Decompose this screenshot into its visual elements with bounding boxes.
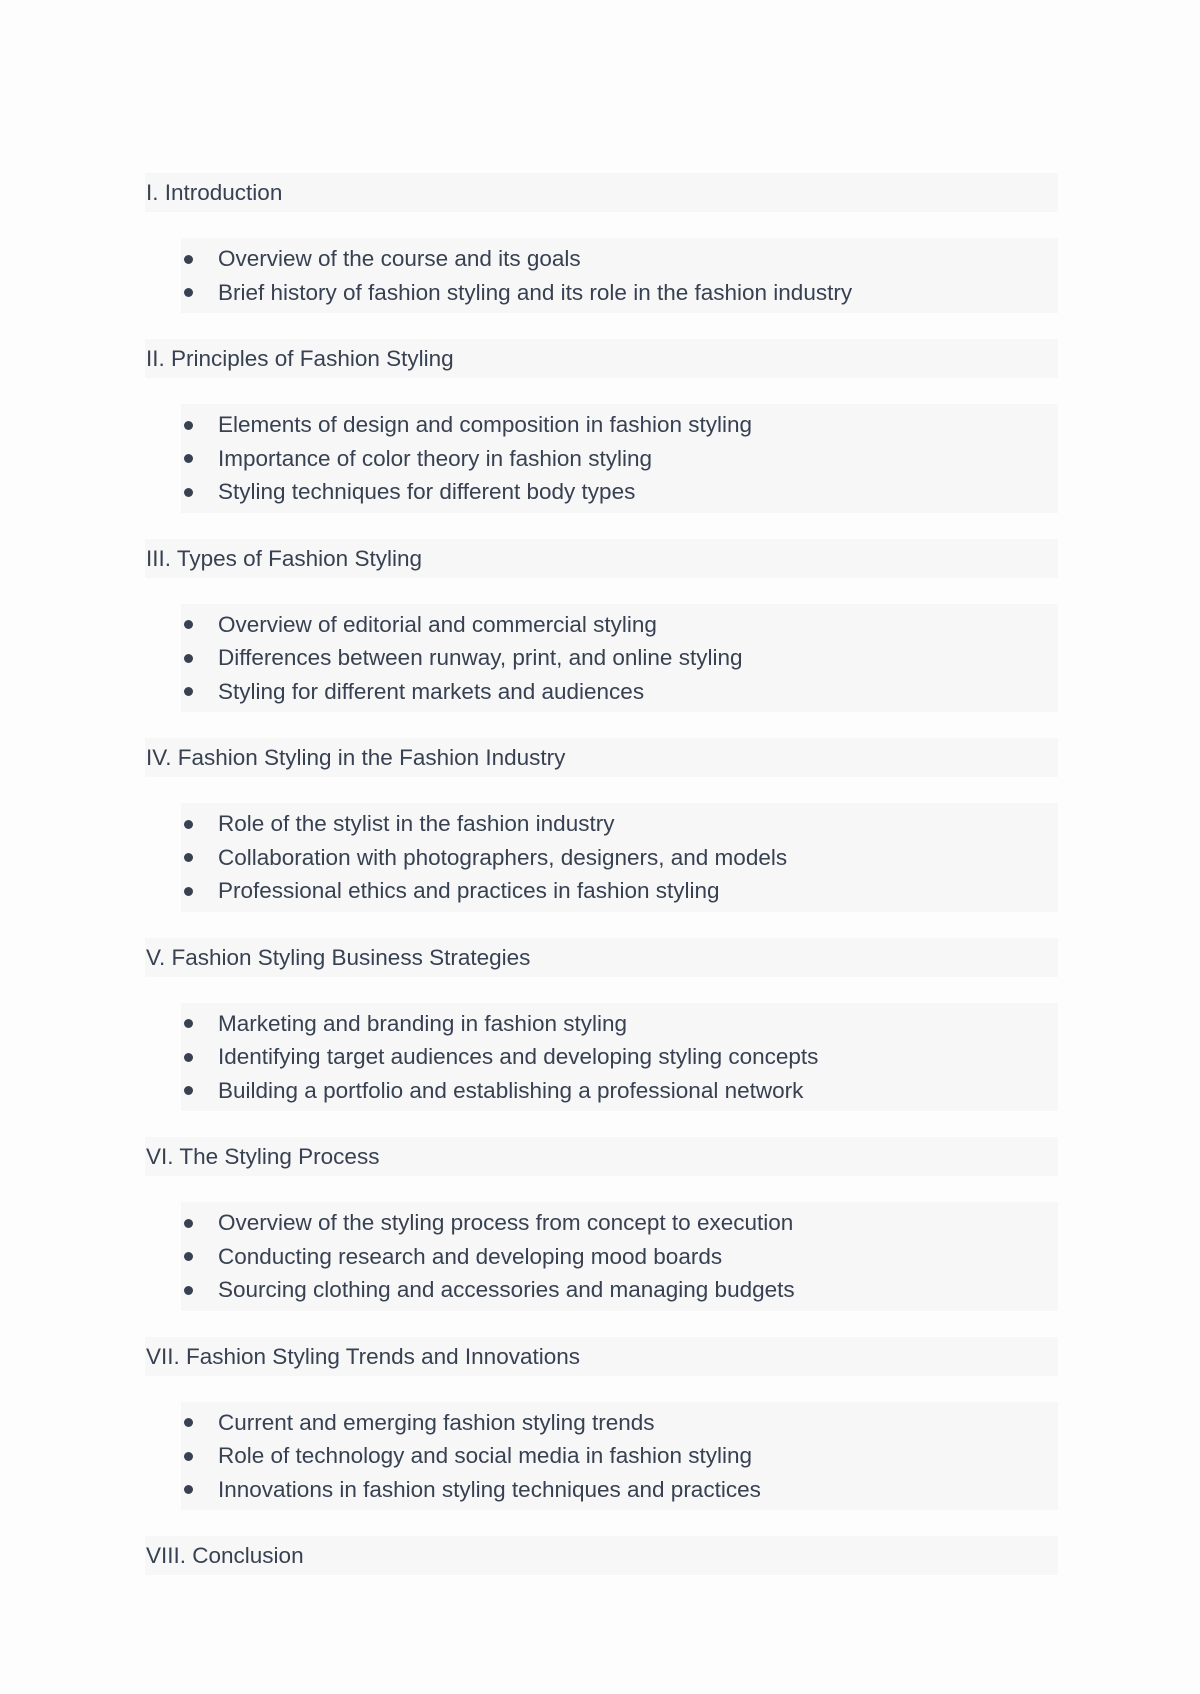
bullet-icon xyxy=(184,488,193,497)
list-item-text: Professional ethics and practices in fashion styling xyxy=(218,878,720,903)
bullet-list xyxy=(181,604,1058,713)
bullet-icon xyxy=(184,421,193,430)
list-item xyxy=(181,841,1058,875)
list-item-text: Elements of design and composition in fashion styling xyxy=(218,412,753,437)
list-item xyxy=(181,1406,1058,1440)
bullet-icon xyxy=(184,853,193,862)
list-item-text: Importance of color theory in fashion styling xyxy=(218,445,652,471)
bullet-icon xyxy=(184,1086,193,1095)
list-item-text: Styling for different markets and audiences xyxy=(218,678,645,704)
section-heading: VII. Fashion Styling Trends and Innovations xyxy=(145,1337,1058,1376)
bullet-icon xyxy=(184,288,193,297)
bullet-icon xyxy=(184,687,193,696)
bullet-list xyxy=(181,404,1058,513)
outline-section xyxy=(145,339,1058,513)
list-item xyxy=(181,1206,1058,1240)
bullet-icon xyxy=(184,820,193,829)
list-item-text: Overview of editorial and commercial styling xyxy=(218,611,657,637)
list-item xyxy=(181,242,1058,276)
list-item-text: Role of the stylist in the fashion industry xyxy=(218,811,615,836)
outline-section xyxy=(145,938,1058,1112)
bullet-icon xyxy=(184,1252,193,1261)
section-heading: II. Principles of Fashion Styling xyxy=(145,339,1058,378)
list-item-text: Marketing and branding in fashion styling xyxy=(218,1010,627,1036)
section-heading: III. Types of Fashion Styling xyxy=(145,539,1058,578)
outline-section xyxy=(145,1536,1058,1575)
bullet-icon xyxy=(184,1219,193,1228)
bullet-icon xyxy=(184,887,193,896)
list-item xyxy=(181,807,1058,841)
bullet-icon xyxy=(184,255,193,264)
list-item xyxy=(181,874,1058,908)
bullet-icon xyxy=(184,654,193,663)
section-heading: V. Fashion Styling Business Strategies xyxy=(145,938,1058,977)
section-heading: VI. The Styling Process xyxy=(145,1137,1058,1176)
bullet-list xyxy=(181,1202,1058,1311)
list-item-text: Innovations in fashion styling techniques and practices xyxy=(218,1476,761,1502)
bullet-icon xyxy=(184,454,193,463)
list-item xyxy=(181,675,1058,709)
list-item-text: Styling techniques for different body types xyxy=(218,479,636,504)
list-item xyxy=(181,608,1058,642)
list-item-text: Role of technology and social media in fashion styling xyxy=(218,1443,753,1468)
outline-section xyxy=(145,539,1058,713)
section-heading: VIII. Conclusion xyxy=(145,1536,1058,1575)
list-item xyxy=(181,408,1058,442)
course-outline xyxy=(145,173,1058,1601)
outline-section xyxy=(145,173,1058,313)
section-heading: IV. Fashion Styling in the Fashion Industry xyxy=(145,738,1058,777)
list-item-text: Collaboration with photographers, designers, and models xyxy=(218,844,788,870)
list-item-text: Overview of the styling process from concept to execution xyxy=(218,1210,794,1235)
outline-section xyxy=(145,1137,1058,1311)
bullet-icon xyxy=(184,1053,193,1062)
list-item xyxy=(181,1040,1058,1074)
list-item-text: Overview of the course and its goals xyxy=(218,246,581,271)
bullet-icon xyxy=(184,1019,193,1028)
list-item xyxy=(181,1240,1058,1274)
outline-section xyxy=(145,1337,1058,1511)
list-item-text: Current and emerging fashion styling trends xyxy=(218,1409,655,1435)
list-item-text: Brief history of fashion styling and its role in the fashion industry xyxy=(218,279,853,305)
list-item-text: Differences between runway, print, and online styling xyxy=(218,645,743,670)
bullet-icon xyxy=(184,1286,193,1295)
list-item-text: Identifying target audiences and developing styling concepts xyxy=(218,1044,819,1069)
bullet-icon xyxy=(184,1418,193,1427)
list-item xyxy=(181,1273,1058,1307)
bullet-list xyxy=(181,238,1058,313)
list-item xyxy=(181,276,1058,310)
list-item xyxy=(181,442,1058,476)
section-heading: I. Introduction xyxy=(145,173,1058,212)
bullet-list xyxy=(181,803,1058,912)
outline-section xyxy=(145,738,1058,912)
bullet-list xyxy=(181,1003,1058,1112)
list-item xyxy=(181,1439,1058,1473)
bullet-icon xyxy=(184,1485,193,1494)
list-item-text: Conducting research and developing mood boards xyxy=(218,1243,723,1269)
list-item xyxy=(181,641,1058,675)
list-item-text: Building a portfolio and establishing a professional network xyxy=(218,1077,804,1103)
list-item xyxy=(181,1074,1058,1108)
list-item xyxy=(181,1007,1058,1041)
bullet-list xyxy=(181,1402,1058,1511)
bullet-icon xyxy=(184,1452,193,1461)
list-item-text: Sourcing clothing and accessories and managing budgets xyxy=(218,1277,795,1302)
bullet-icon xyxy=(184,620,193,629)
list-item xyxy=(181,1473,1058,1507)
list-item xyxy=(181,475,1058,509)
